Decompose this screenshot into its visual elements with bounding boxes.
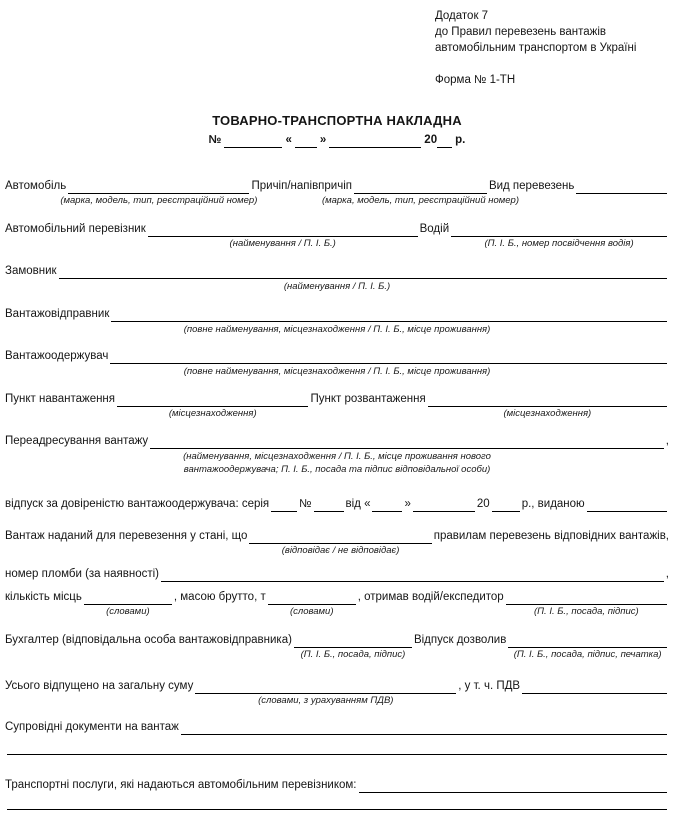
redirect-comma: , bbox=[665, 435, 669, 447]
row-carrier bbox=[5, 221, 669, 250]
attorney-issuer-field bbox=[587, 496, 667, 512]
redirect-hint-line1: (найменування, місцезнаходження / П. І. Б., місце проживання нового bbox=[183, 451, 491, 462]
blank-line bbox=[111, 306, 667, 322]
number-sign: № bbox=[208, 134, 222, 146]
blank-line bbox=[522, 678, 667, 694]
row-consignor bbox=[5, 306, 669, 323]
row-services-continuation bbox=[5, 794, 669, 810]
cargo-state-field bbox=[249, 528, 431, 557]
row-cargo-state bbox=[5, 528, 669, 557]
unloading-point-label: Пункт розвантаження bbox=[310, 393, 426, 405]
blank-line bbox=[271, 496, 297, 512]
release-allowed-field bbox=[508, 632, 667, 661]
blank-line bbox=[451, 221, 667, 237]
carrier-field bbox=[148, 221, 418, 250]
release-allowed-label: Відпуск дозволив bbox=[413, 634, 507, 646]
unloading-point-field bbox=[428, 391, 667, 420]
row-documents bbox=[5, 719, 669, 736]
blank-line bbox=[59, 263, 667, 279]
attorney-year-label: 20 bbox=[476, 498, 490, 510]
cargo-state-hint: (відповідає / не відповідає) bbox=[281, 545, 400, 556]
blank-line bbox=[150, 433, 664, 449]
transport-type-label: Вид перевезень bbox=[488, 180, 575, 192]
carrier-label: Автомобільний перевізник bbox=[5, 223, 146, 235]
vat-label: , у т. ч. ПДВ bbox=[458, 680, 521, 692]
blank-line bbox=[7, 794, 667, 810]
appendix-line-1: Додаток 7 bbox=[435, 10, 489, 22]
redirect-hint-line2: вантажоодержувача; П. І. Б., посада та підпис відповідальної особи) bbox=[183, 464, 491, 475]
seal-label: номер пломби (за наявності) bbox=[5, 568, 160, 580]
blank-line bbox=[161, 566, 664, 582]
blank-line bbox=[413, 496, 475, 512]
loading-point-field bbox=[117, 391, 308, 420]
release-allowed-hint: (П. І. Б., посада, підпис, печатка) bbox=[513, 649, 662, 660]
seal-comma: , bbox=[665, 568, 669, 580]
blank-line bbox=[354, 178, 487, 194]
attorney-number-label: № bbox=[299, 498, 312, 510]
quantity-hint: (словами) bbox=[106, 606, 150, 617]
cargo-state-label: Вантаж наданий для перевезення у стані, що bbox=[5, 530, 248, 542]
blank-line-day bbox=[295, 132, 317, 148]
blank-line bbox=[249, 528, 431, 544]
row-consignee bbox=[5, 348, 669, 365]
blank-line bbox=[195, 678, 456, 694]
cargo-state-label-end: правилам перевезень відповідних вантажів, bbox=[433, 530, 669, 542]
documents-field bbox=[181, 719, 667, 735]
driver-field bbox=[451, 221, 667, 250]
blank-line bbox=[587, 496, 667, 512]
blank-line bbox=[181, 719, 667, 735]
documents-continuation-field bbox=[7, 739, 667, 755]
vehicle-hint: (марка, модель, тип, реєстраційний номер) bbox=[60, 195, 258, 206]
consignor-hint: (повне найменування, місцезнаходження / П. І. Б., місце проживання) bbox=[183, 324, 491, 335]
unloading-point-hint: (місцезнаходження) bbox=[503, 408, 592, 419]
redirect-label: Переадресування вантажу bbox=[5, 435, 149, 447]
blank-line-month bbox=[329, 132, 421, 148]
blank-line bbox=[506, 589, 667, 605]
blank-line bbox=[294, 632, 412, 648]
attorney-number-field bbox=[314, 496, 344, 512]
trailer-hint: (марка, модель, тип, реєстраційний номер) bbox=[321, 195, 519, 206]
consignee-label: Вантажоодержувач bbox=[5, 350, 109, 362]
blank-line bbox=[268, 589, 356, 605]
blank-line bbox=[110, 348, 667, 364]
document-number-line bbox=[5, 132, 669, 149]
row-points bbox=[5, 391, 669, 420]
quantity-label: кількість місць bbox=[5, 591, 82, 603]
consignee-field bbox=[110, 348, 667, 364]
quote-close: » bbox=[319, 134, 327, 146]
quote-open: « bbox=[285, 134, 292, 146]
row-documents-continuation bbox=[5, 739, 669, 755]
blank-line bbox=[508, 632, 667, 648]
total-label: Усього відпущено на загальну суму bbox=[5, 680, 194, 692]
loading-point-hint: (місцезнаходження) bbox=[168, 408, 257, 419]
accountant-hint: (П. І. Б., посада, підпис) bbox=[300, 649, 406, 660]
attorney-issued-label: р., виданою bbox=[521, 498, 585, 510]
blank-line bbox=[492, 496, 520, 512]
attorney-date-label: від « bbox=[345, 498, 371, 510]
gross-weight-label: , масою брутто, т bbox=[173, 591, 266, 603]
blank-line bbox=[7, 739, 667, 755]
row-customer bbox=[5, 263, 669, 280]
appendix-line-2: до Правил перевезень вантажів bbox=[435, 26, 607, 38]
trailer-field bbox=[321, 178, 519, 207]
attorney-year-field bbox=[492, 496, 520, 512]
transport-type-field bbox=[576, 178, 667, 194]
seal-field bbox=[161, 566, 664, 582]
gross-weight-field bbox=[268, 589, 356, 618]
row-services bbox=[5, 777, 669, 794]
consignor-label: Вантажовідправник bbox=[5, 308, 110, 320]
form-number: Форма № 1-ТН bbox=[435, 74, 516, 86]
carrier-hint: (найменування / П. І. Б.) bbox=[229, 238, 336, 249]
year-suffix: р. bbox=[455, 134, 466, 146]
blank-line bbox=[359, 777, 667, 793]
blank-line bbox=[68, 178, 249, 194]
row-redirect bbox=[5, 433, 669, 450]
row-vehicle bbox=[5, 178, 669, 207]
quantity-field bbox=[84, 589, 172, 618]
row-quantity bbox=[5, 589, 669, 618]
total-field bbox=[195, 678, 456, 707]
row-attorney bbox=[5, 496, 669, 513]
row-accountant bbox=[5, 632, 669, 661]
blank-line bbox=[84, 589, 172, 605]
appendix-note bbox=[435, 8, 669, 56]
blank-line bbox=[117, 391, 308, 407]
redirect-field bbox=[150, 433, 664, 449]
total-hint: (словами, з урахуванням ПДВ) bbox=[258, 695, 394, 706]
trailer-label: Причіп/напівпричіп bbox=[251, 180, 352, 192]
blank-line bbox=[314, 496, 344, 512]
year-prefix: 20 bbox=[424, 134, 438, 146]
consignee-hint: (повне найменування, місцезнаходження / П. І. Б., місце проживання) bbox=[183, 366, 491, 377]
received-by-hint: (П. І. Б., посада, підпис) bbox=[534, 606, 639, 617]
consignor-field bbox=[111, 306, 667, 322]
row-total bbox=[5, 678, 669, 707]
services-label: Транспортні послуги, які надаються автомобільним перевізником: bbox=[5, 779, 357, 791]
customer-label: Замовник bbox=[5, 265, 57, 277]
blank-line-number bbox=[224, 132, 282, 148]
received-by-field bbox=[506, 589, 667, 618]
blank-line bbox=[148, 221, 418, 237]
customer-hint: (найменування / П. І. Б.) bbox=[283, 281, 391, 292]
services-field bbox=[359, 777, 667, 793]
accountant-label: Бухгалтер (відповідальна особа вантажовідправника) bbox=[5, 634, 292, 646]
row-seal bbox=[5, 566, 669, 583]
blank-line bbox=[372, 496, 402, 512]
vat-field bbox=[522, 678, 667, 694]
document-title: ТОВАРНО-ТРАНСПОРТНА НАКЛАДНА bbox=[212, 113, 462, 128]
customer-field bbox=[59, 263, 667, 279]
attorney-series-label: відпуск за довіреністю вантажоодержувача: серія bbox=[5, 498, 270, 510]
received-by-label: , отримав водій/експедитор bbox=[357, 591, 504, 603]
blank-line-year bbox=[437, 132, 452, 148]
attorney-month-field bbox=[413, 496, 475, 512]
blank-line bbox=[576, 178, 667, 194]
driver-hint: (П. І. Б., номер посвідчення водія) bbox=[484, 238, 634, 249]
services-continuation-field bbox=[7, 794, 667, 810]
accountant-field bbox=[294, 632, 412, 661]
documents-label: Супровідні документи на вантаж bbox=[5, 721, 179, 733]
loading-point-label: Пункт навантаження bbox=[5, 393, 116, 405]
vehicle-field bbox=[60, 178, 258, 207]
attorney-series-field bbox=[271, 496, 297, 512]
attorney-day-field bbox=[372, 496, 402, 512]
attorney-quote-close: » bbox=[404, 498, 411, 510]
blank-line bbox=[428, 391, 667, 407]
appendix-line-3: автомобільним транспортом в Україні bbox=[435, 42, 637, 54]
driver-label: Водій bbox=[419, 223, 450, 235]
vehicle-label: Автомобіль bbox=[5, 180, 67, 192]
gross-weight-hint: (словами) bbox=[289, 606, 334, 617]
